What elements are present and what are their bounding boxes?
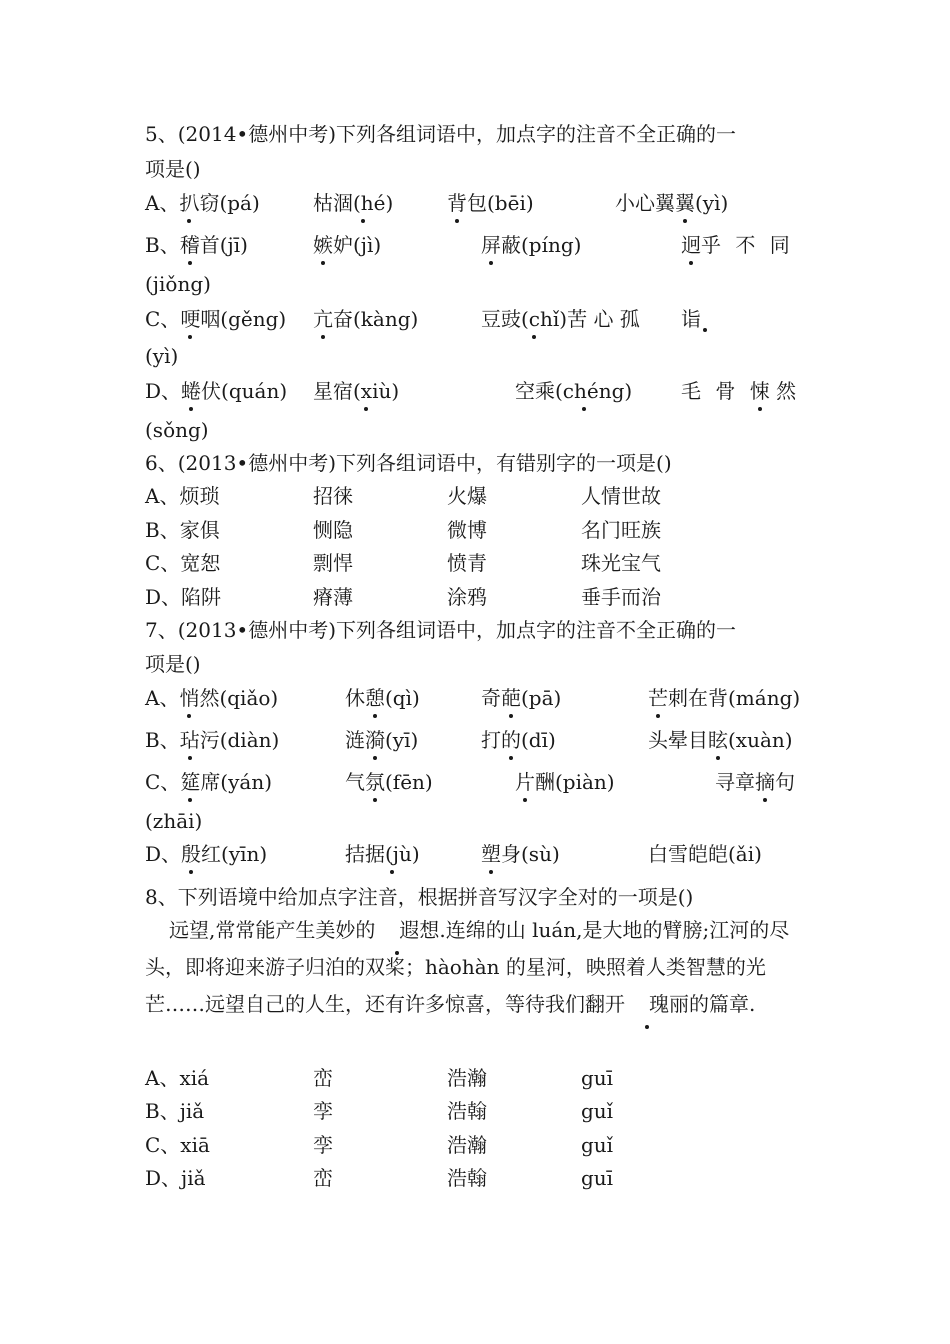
dotted-char: 悄 <box>179 686 200 710</box>
dotted-char: 遐 <box>375 912 419 949</box>
dotted-char: 蜷 <box>181 379 202 403</box>
dotted-char: 翼 <box>675 191 695 215</box>
dotted-char: 塑 <box>481 842 501 866</box>
dotted-char: 筵 <box>180 770 201 794</box>
dotted-char: 迥 <box>681 233 701 257</box>
dotted-char: 乘(chéng) <box>535 379 633 403</box>
dotted-char: 涸(hé) <box>333 191 394 215</box>
q5-option-c-cont: (yì) <box>145 344 179 368</box>
dotted-char: 摘 <box>755 770 775 794</box>
dotted-char: 葩 <box>501 686 521 710</box>
dotted-char: 芒 <box>648 686 668 710</box>
dotted-char: 片 <box>515 770 535 794</box>
q7-stem-line2: 项是() <box>145 652 201 676</box>
dotted-char: 殷 <box>181 842 202 866</box>
dotted-char: 屏 <box>481 233 501 257</box>
dotted-char: 哽 <box>180 307 201 331</box>
q7-option-c-cont: (zhāi) <box>145 809 203 833</box>
q5-option-d-cont: (sǒng) <box>145 418 209 442</box>
dotted-char: 悚 <box>749 379 770 403</box>
q6-stem: 6、(2013•德州中考)下列各组词语中，有错别字的一项是() <box>145 451 672 475</box>
q7-stem-line1: 7、(2013•德州中考)下列各组词语中，加点字的注音不全正确的一 <box>145 618 737 642</box>
dotted-char: 憩 <box>365 686 385 710</box>
dotted-char: 嫉 <box>313 233 333 257</box>
q5-stem-line2: 项是() <box>145 157 201 181</box>
dotted-char: 豉(chǐ) <box>501 307 568 331</box>
dotted-char: 的 <box>501 728 521 752</box>
dotted-char: 氛 <box>365 770 385 794</box>
q5-option-b-cont: (jiǒng) <box>145 272 211 296</box>
q5-stem-line1: 5、(2014•德州中考)下列各组词语中，加点字的注音不全正确的一 <box>145 122 737 146</box>
document-page: 5、(2014•德州中考)下列各组词语中，加点字的注音不全正确的一 项是() A、扒窃(pá) 枯涸(hé) 背包(bēi) 小心翼翼(yì) B、稽首(jī) 嫉妒(jì) 屏蔽(píng) 迥乎 不 同 (jiǒng) C、哽咽(gěng) 亢奋(kàng) 豆豉(chǐ)苦 心 孤 诣 (yì) D、蜷伏(quán) 星宿(xiù) 空乘(chéng) 毛 骨 悚 然 (sǒng) 6、(2013•德州中考)下列各组词语中，有错别字的一项是() A、烦琐 招徕 火爆 人情世故 B、家俱 恻隐 微博 名门旺族 C、宽恕 剽悍 愤青 珠光宝气 D、陷阱 瘠薄 涂鸦 垂手而治 7、(2013•德州中考)下列各组词语中，加点字的注音不全正确的一 项是() A、悄然(qiǎo) 休憩(qì) 奇葩(pā) 芒刺在背(máng) B、玷污(diàn) 涟漪(yī) 打的(dī) 头晕目眩(xuàn) C、筵席(yán) 气氛(fēn) 片酬(piàn) 寻章摘句 (zhāi) D、殷红(yīn) 拮据(jù) 塑身(sù) 白雪皑皑(ǎi) 8、下列语境中给加点字注音，根据拼音写汉字全对的一项是() 远望,常常能产生美妙的 遐想.连绵的山 luán,是大地的臂膀;江河的尽头，即将迎来游子归泊的双桨；hàohàn 的星河，映照着人类智慧的光芒……远望自己的人生，还有许多惊喜，等待我们翻开 瑰丽的篇章. A、xiá 峦 浩瀚 guī B、jiǎ 孪 浩翰 guǐ C、xiā 孪 浩瀚 guǐ D、jiǎ 峦 浩翰 guī <box>0 0 950 1344</box>
dotted-char: 背 <box>447 191 467 215</box>
q8-passage: 远望,常常能产生美妙的 遐想.连绵的山 luán,是大地的臂膀;江河的尽头，即将迎来游子归泊的双桨；hàohàn 的星河，映照着人类智慧的光芒……远望自己的人生，还有许多惊喜，等待我们翻开 瑰丽的篇章. <box>145 912 807 1023</box>
dotted-char: 据(jù) <box>365 842 420 866</box>
dotted-char: 玷 <box>179 728 200 752</box>
dotted-char: 亢 <box>313 307 333 331</box>
dotted-char: 瑰 <box>625 986 669 1023</box>
dotted-char: 扒 <box>179 191 200 215</box>
q8-stem: 8、下列语境中给加点字注音，根据拼音写汉字全对的一项是() <box>145 885 694 909</box>
dotted-char: 眩 <box>708 728 728 752</box>
dotted-char: 漪 <box>365 728 385 752</box>
dotted-char: 稽 <box>179 233 200 257</box>
dotted-char: 宿(xiù) <box>333 379 400 403</box>
